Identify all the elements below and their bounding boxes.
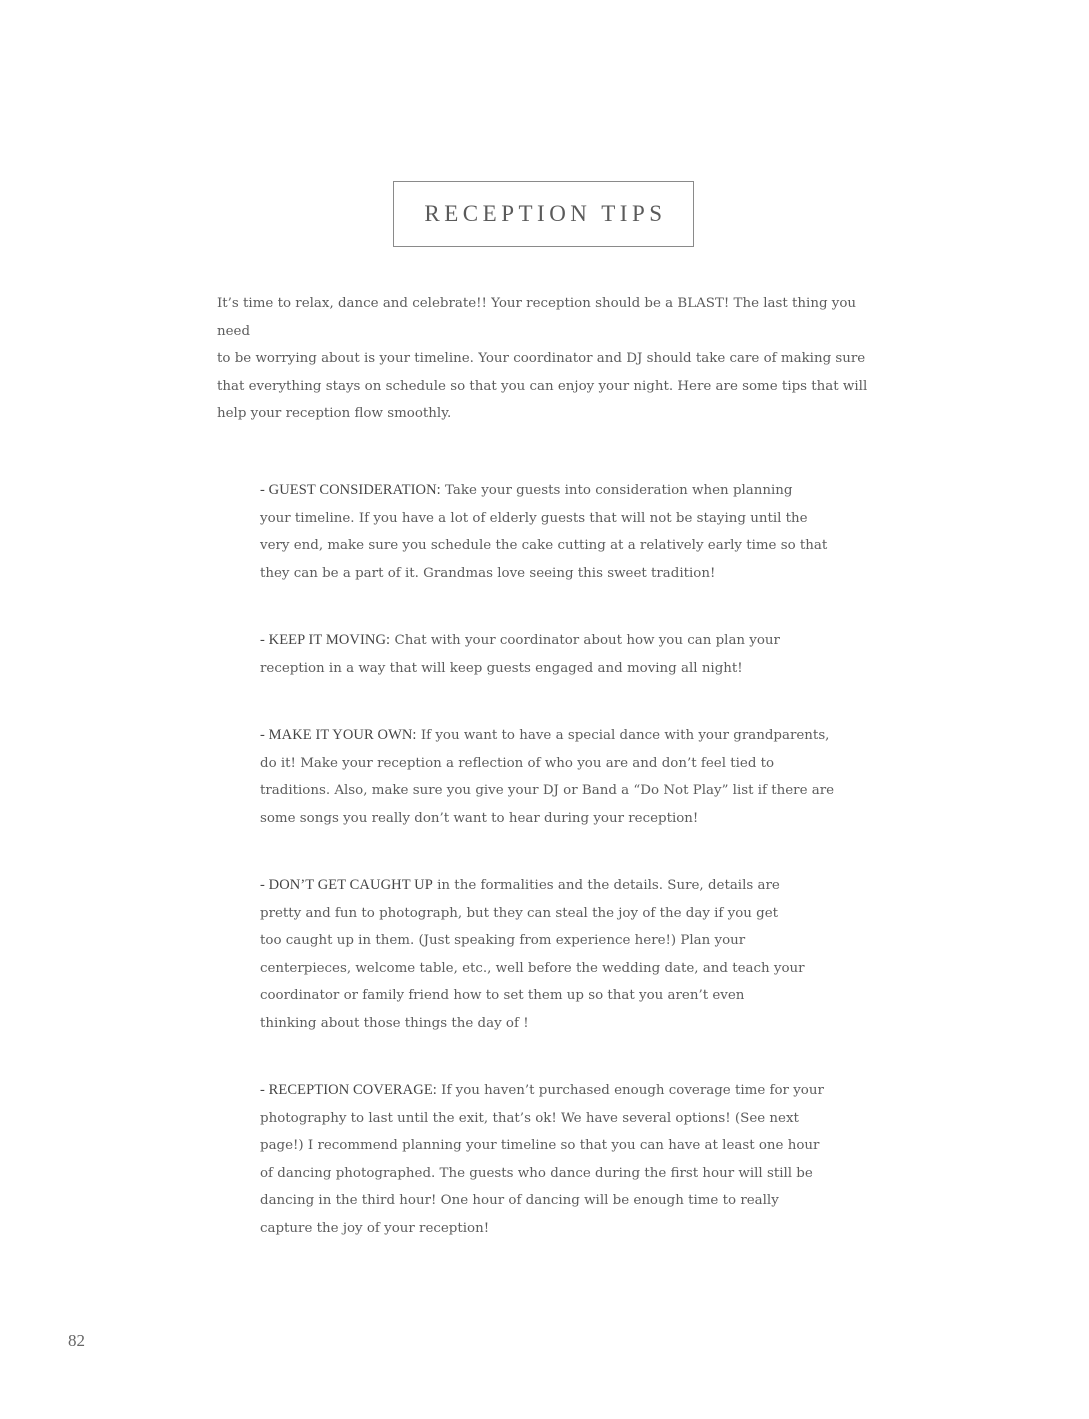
tip-reception-coverage [260,1077,850,1242]
tip-keep-it-moving [260,627,850,682]
tip-body: Take your guests into consideration when planning your timeline. If you have a lot of elderly guests that will not be staying until the very end, make sure you schedule the cake cutting at a relatively early time so that they can be a part of it. Grandmas love seeing this sweet tradition! [260,483,828,581]
tip-body: If you want to have a special dance with your grandparents, do it! Make your reception a reflection of who you are and don’t feel tied to traditions. Also, make sure you give your DJ or Band a “Do Not Play” list if there are some songs you really don’t want to hear during your reception! [260,728,835,826]
title-box [393,181,694,247]
tip-body: Chat with your coordinator about how you can plan your reception in a way that will keep guests engaged and moving all night! [260,633,780,676]
tips-list [260,477,850,1282]
tip-dont-get-caught-up [260,872,850,1037]
tip-body: If you haven’t purchased enough coverage time for your photography to last until the exit, that’s ok! We have several options! (See next page!) I recommend planning your timeline so that you can have at least one hour of dancing photographed. The guests who dance during the first hour will still be dancing in the third hour! One hour of dancing will be enough time to really capture the joy of your reception! [260,1083,824,1236]
tip-body: in the formalities and the details. Sure, details are pretty and fun to photograph, but they can steal the joy of the day if you get too caught up in them. (Just speaking from experience here!) Plan your centerpieces, welcome table, etc., well before the wedding date, and teach your coordinator or family friend how to set them up so that you aren’t even thinking about those things the day of ! [260,878,805,1031]
tip-heading: - GUEST CONSIDERATION: [260,482,441,498]
tip-make-it-your-own [260,722,850,832]
page-title: RECEPTION TIPS [424,201,667,226]
tip-guest-consideration [260,477,850,587]
page-number: 82 [68,1331,85,1350]
tip-heading: - MAKE IT YOUR OWN: [260,727,417,743]
intro-paragraph: It’s time to relax, dance and celebrate!! Your reception should be a BLAST! The last thing you need to be worrying about is your timeline. Your coordinator and DJ should take care of making sure that everything stays on schedule so that you can enjoy your night. Here are some tips that will help your reception flow smoothly. [217,296,868,421]
tip-heading: - RECEPTION COVERAGE: [260,1082,437,1098]
tip-heading: - DON’T GET CAUGHT UP [260,877,433,893]
tip-heading: - KEEP IT MOVING: [260,632,391,648]
